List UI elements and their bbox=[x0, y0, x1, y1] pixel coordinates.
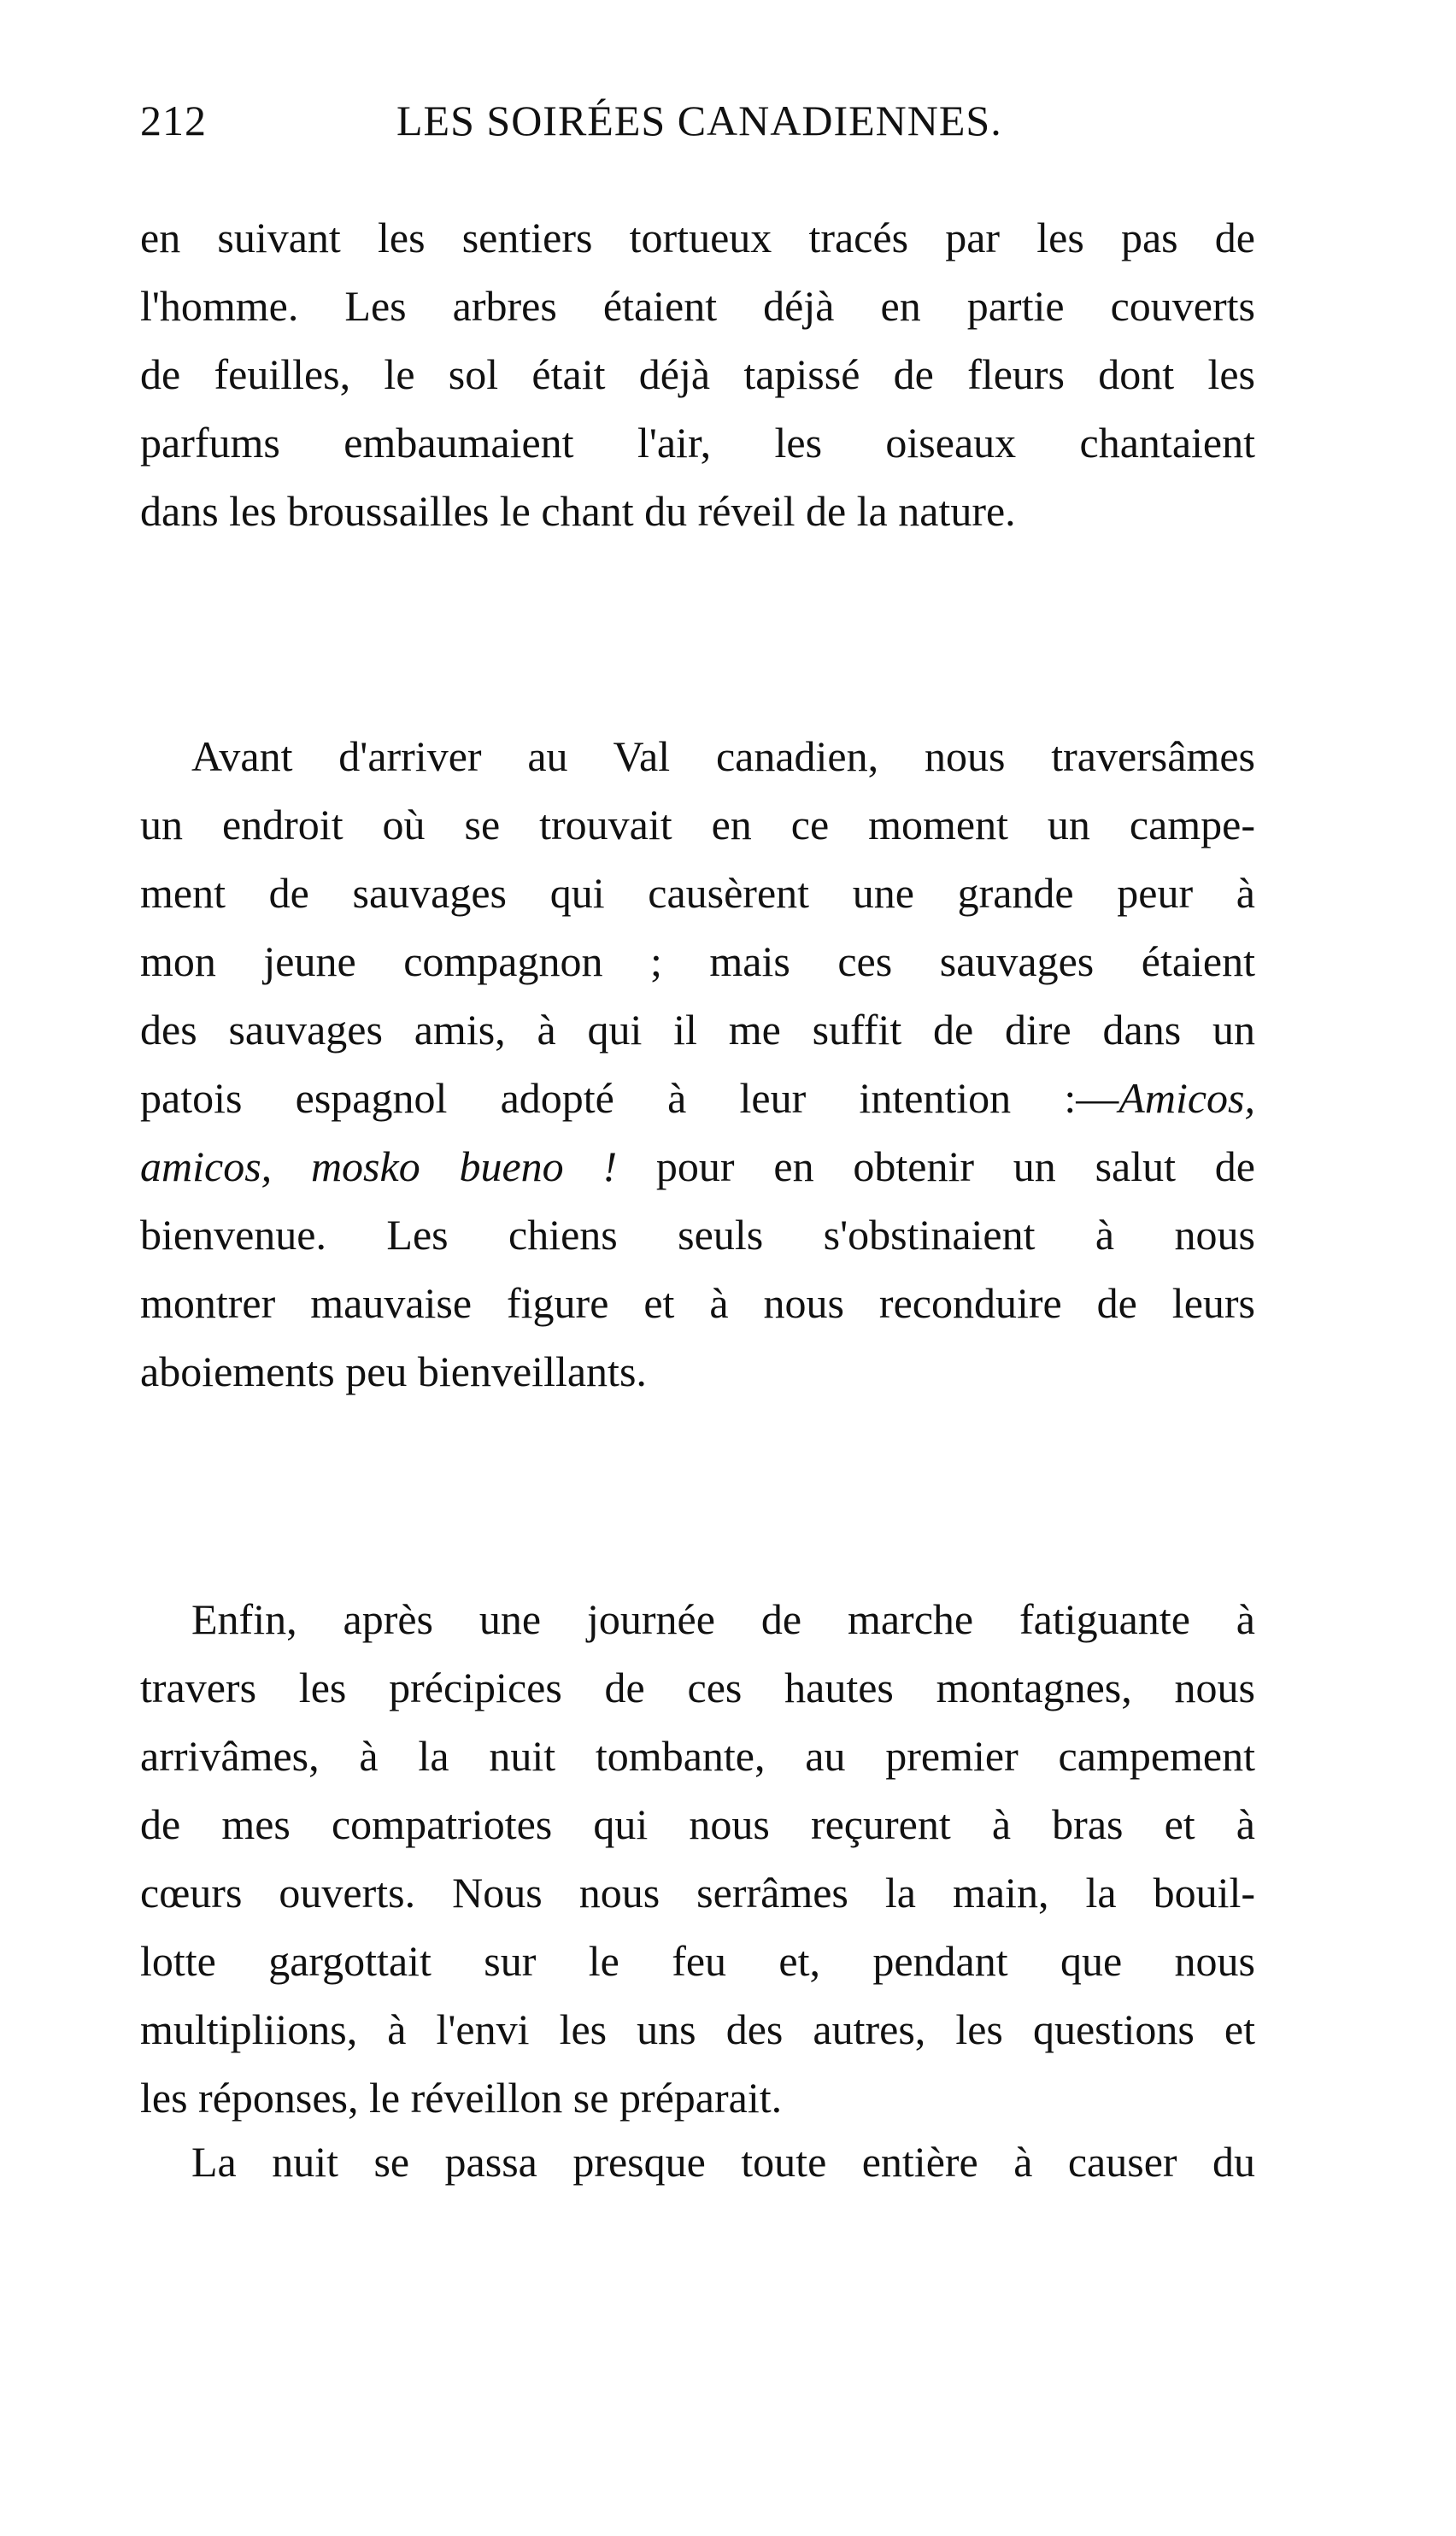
text-line bbox=[140, 1064, 1255, 1132]
text-line: Enfin, après une journée de marche fatiguante à bbox=[191, 1595, 1255, 1643]
text-line: montrer mauvaise figure et à nous reconduire de leurs bbox=[140, 1279, 1255, 1327]
text-line: travers les précipices de ces hautes montagnes, nous bbox=[140, 1664, 1255, 1711]
text-line: les réponses, le réveillon se préparait. bbox=[140, 2074, 783, 2122]
running-title: LES SOIRÉES CANADIENNES. bbox=[396, 97, 1002, 144]
text-line: en suivant les sentiers tortueux tracés par les pas de bbox=[140, 214, 1255, 261]
page-number: 212 bbox=[140, 97, 207, 144]
text-line: de mes compatriotes qui nous reçurent à bras et à bbox=[140, 1800, 1255, 1848]
italic-phrase: amicos, mosko bueno ! bbox=[140, 1142, 618, 1190]
paragraph-4 bbox=[140, 2128, 1255, 2196]
text-line: un endroit où se trouvait en ce moment un campe- bbox=[140, 801, 1255, 848]
text-line: mon jeune compagnon ; mais ces sauvages étaient bbox=[140, 937, 1255, 985]
paragraph-1 bbox=[140, 203, 1255, 545]
text-line: lotte gargottait sur le feu et, pendant que nous bbox=[140, 1937, 1255, 1985]
paragraph-2 bbox=[140, 722, 1255, 1406]
text-line: Avant d'arriver au Val canadien, nous traversâmes bbox=[191, 732, 1255, 780]
text-line: arrivâmes, à la nuit tombante, au premier campement bbox=[140, 1732, 1255, 1780]
text-line bbox=[140, 1132, 1255, 1200]
text-line: dans les broussailles le chant du réveil de la nature. bbox=[140, 487, 1016, 535]
text-line: cœurs ouverts. Nous nous serrâmes la main, la bouil- bbox=[140, 1869, 1255, 1917]
text-line: bienvenue. Les chiens seuls s'obstinaient à nous bbox=[140, 1211, 1255, 1259]
italic-phrase: Amicos, bbox=[1118, 1074, 1255, 1122]
text-line: des sauvages amis, à qui il me suffit de dire dans un bbox=[140, 1006, 1255, 1054]
text-segment: patois espagnol adopté à leur intention :— bbox=[140, 1074, 1119, 1122]
text-line: La nuit se passa presque toute entière à causer du bbox=[191, 2138, 1255, 2186]
text-line: de feuilles, le sol était déjà tapissé de fleurs dont les bbox=[140, 350, 1255, 398]
text-line: ment de sauvages qui causèrent une grande peur à bbox=[140, 869, 1255, 917]
running-head bbox=[140, 96, 1277, 156]
text-segment: pour en obtenir un salut de bbox=[617, 1142, 1255, 1190]
paragraph-3 bbox=[140, 1585, 1255, 2132]
text-line: multipliions, à l'envi les uns des autres, les questions et bbox=[140, 2005, 1255, 2053]
text-line: l'homme. Les arbres étaient déjà en partie couverts bbox=[140, 282, 1255, 330]
text-line: parfums embaumaient l'air, les oiseaux chantaient bbox=[140, 419, 1255, 467]
text-line: aboiements peu bienveillants. bbox=[140, 1347, 647, 1395]
